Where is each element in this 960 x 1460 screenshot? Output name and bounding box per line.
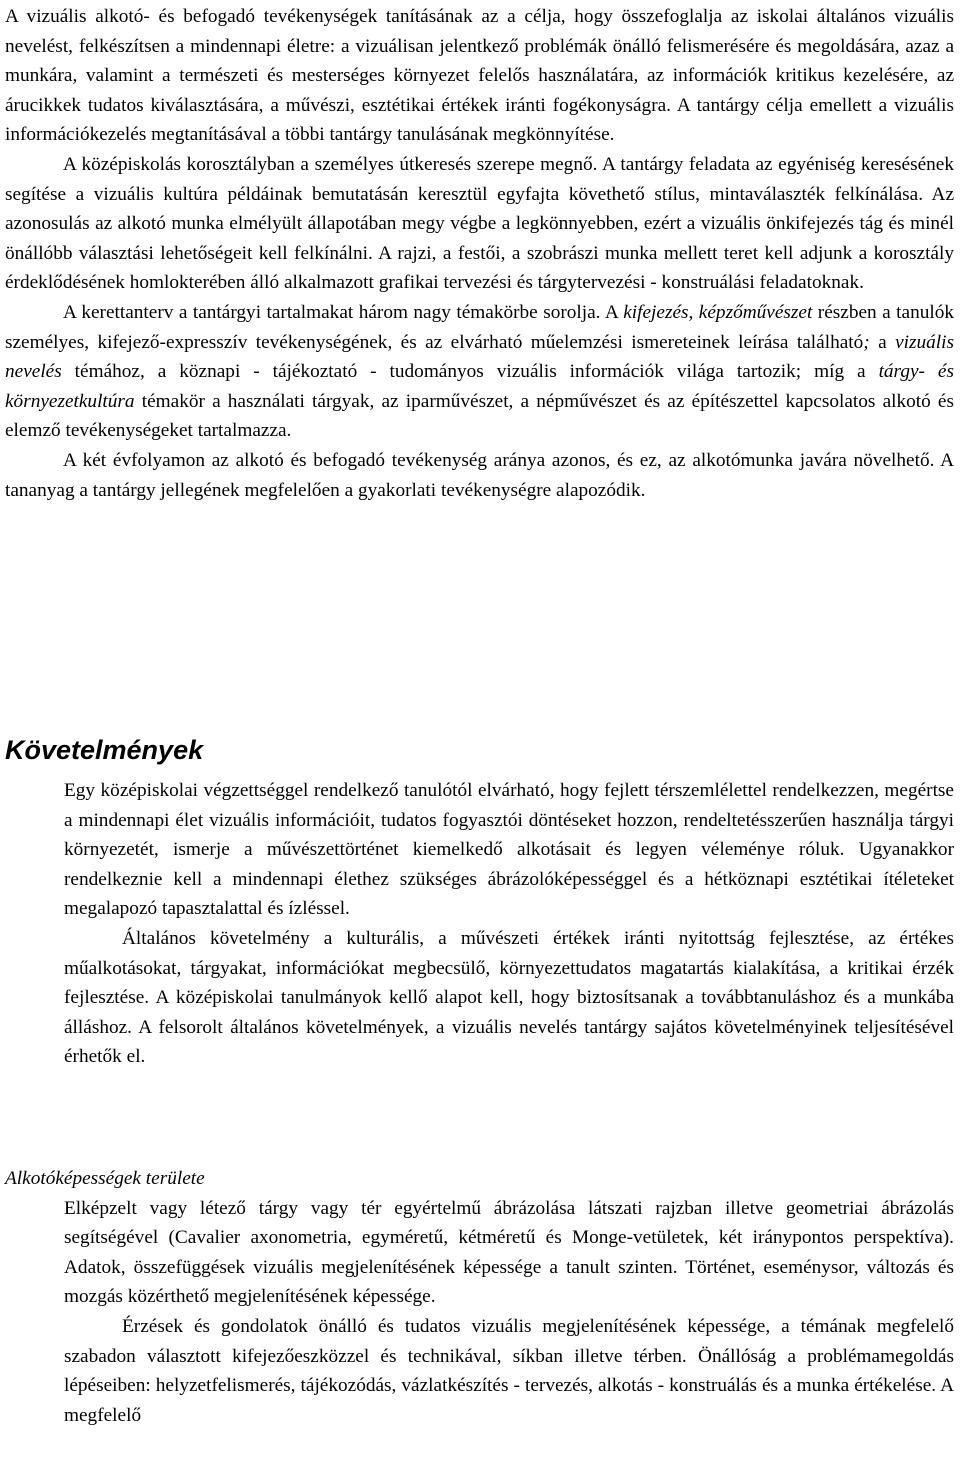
intro-section — [0, 2, 960, 505]
intro-paragraph-3 — [0, 298, 960, 446]
intro-paragraph-4: A két évfolyamon az alkotó és befogadó tevékenység aránya azonos, és ez, az alkotómunka javára növelhető. A tananyag a tantárgy jellegének megfelelően a gyakorlati tevékenységre alapozódik. — [5, 449, 954, 501]
text-run: A kerettanterv a tantárgyi tartalmakat három nagy témakörbe sorolja. A — [63, 301, 624, 323]
subsection-heading-skills: Alkotóképességek területe — [5, 1168, 205, 1189]
emphasis-term: tárgy- és környezetkultúra — [5, 361, 954, 412]
intro-paragraph-2: A középiskolás korosztályban a személyes útkeresés szerepe megnő. A tantárgy feladata az egyéniség keresésének segítése a vizuális kultúra példáinak bemutatásán keresztül egyfajta követhető stílus, mintaválaszték felkínálása. Az azonosulás az alkotó munka elmélyült állapotában megy végbe a legkönnyebben, ezért a vizuális önkifejezés tág és minél önállóbb választási lehetőségeit kell felkínálni. A rajzi, a festői, a szobrászi munka mellett teret kell adjunk a korosztály érdeklődésének homlokterében álló alkalmazott grafikai tervezési és tárgytervezési - konstruálási feladatoknak. — [5, 153, 954, 294]
skills-paragraph-2: Érzések és gondolatok önálló és tudatos vizuális megjelenítésének képessége, a témának megfelelő szabadon választott kifejezőeszközzel és technikával, síkban illetve térben. Önállóság a problémamegoldás lépéseiben: helyzetfelismerés, tájékozódás, vázlatkészítés - tervezés, alkotás - konstruálás és a munka értékelése. A megfelelő — [64, 1315, 954, 1426]
text-run: a — [878, 331, 896, 353]
requirements-section — [0, 776, 960, 1072]
emphasis-term: vizuális nevelés — [5, 331, 954, 383]
section-heading-requirements: Követelmények — [5, 735, 204, 765]
emphasis-punctuation: ; — [863, 331, 879, 353]
intro-paragraph-1: A vizuális alkotó- és befogadó tevékenységek tanításának az a célja, hogy összefoglalja az iskolai általános vizuális nevelést, felkészítsen a mindennapi életre: a vizuálisan jelentkező problémák önálló felismerésére és megoldására, azaz a munkára, valamint a természeti és mesterséges környezet felelős használatára, az információk kritikus kezelésére, az árucikkek tudatos kiválasztására, a művészi, esztétikai értékek iránti fogékonyságra. A tantárgy célja emellett a vizuális információkezelés megtanításával a többi tantárgy tanulásának megkönnyítése. — [5, 6, 954, 146]
text-run: részben a tanulók személyes, kifejező-expresszív tevékenységének, és az elvárható műelemzési ismereteinek leírása található — [5, 301, 954, 353]
emphasis-term: kifejezés, képzőművészet — [623, 301, 813, 323]
skills-paragraph-1: Elképzelt vagy létező tárgy vagy tér egyértelmű ábrázolása látszati rajzban illetve geometriai ábrázolás segítségével (Cavalier axonometria, egyméretű, kétméretű és Monge-vetületek, két iránypontos perspektíva). Adatok, összefüggések vizuális megjelenítésének képessége a tanult szinten. Történet, eseménysor, változás és mozgás közérthető megjelenítésének képessége. — [64, 1197, 954, 1308]
skills-section — [0, 1164, 960, 1430]
text-run: témához, a köznapi - tájékoztató - tudományos vizuális információk világa tartozik; míg a — [61, 361, 879, 383]
text-run: témakör a használati tárgyak, az iparművészet, a népművészet és az építészettel kapcsolatos alkotó és elemző tevékenységeket tartalmazza. — [5, 390, 954, 442]
requirements-paragraph-1: Egy középiskolai végzettséggel rendelkező tanulótól elvárható, hogy fejlett térszemlélettel rendelkezzen, megértse a mindennapi élet vizuális információit, tudatos fogyasztói döntéseket hozzon, rendeltetésszerűen használja tárgyi környezetét, ismerje a művészettörténet kiemelkedő alkotásait és legyen véleménye róluk. Ugyanakkor rendelkeznie kell a mindennapi élethez szükséges ábrázolóképességgel és a hétköznapi esztétikai ítéleteket megalapozó tapasztalattal és ízléssel. — [64, 780, 954, 920]
requirements-paragraph-2: Általános követelmény a kulturális, a művészeti értékek iránti nyitottság fejlesztése, az értékes műalkotásokat, tárgyakat, információkat megbecsülő, környezettudatos magatartás kialakítása, a kritikai érzék fejlesztése. A középiskolai tanulmányok kellő alapot kell, hogy biztosítsanak a továbbtanuláshoz és a munkába álláshoz. A felsorolt általános követelmények, a vizuális nevelés tantárgy sajátos követelményinek teljesítésével érhetők el. — [64, 927, 954, 1068]
